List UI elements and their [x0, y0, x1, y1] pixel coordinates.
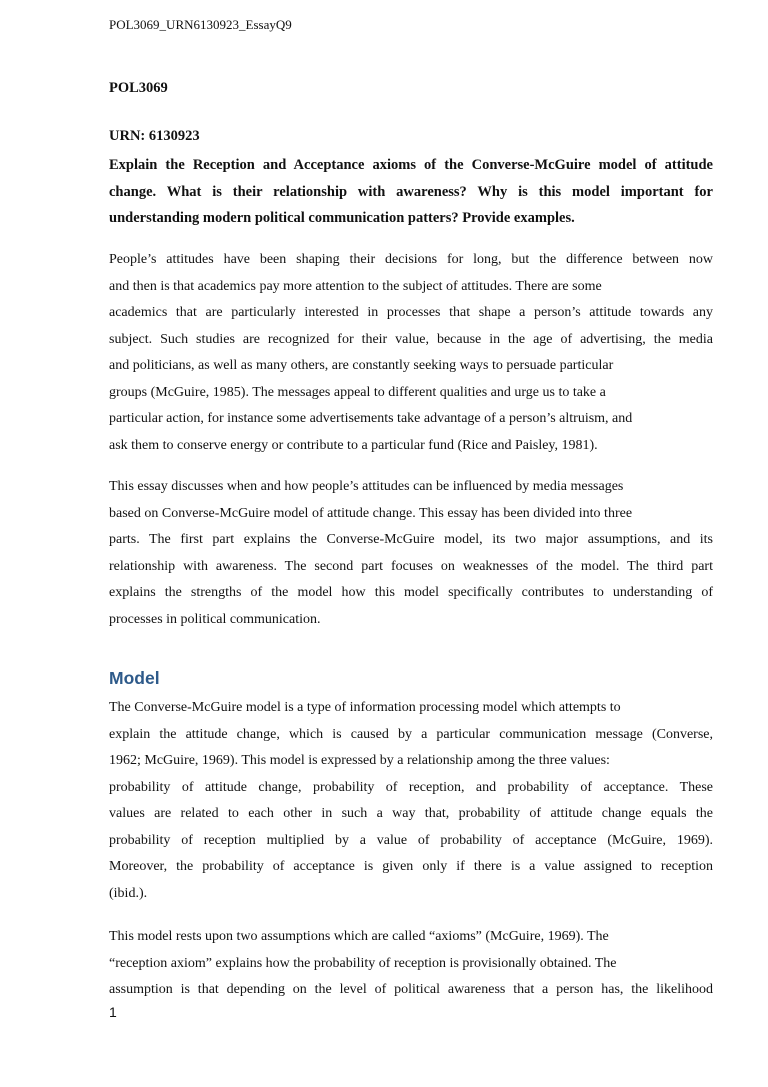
text-line: probability of attitude change, probability of reception, and probability of acceptance. These	[109, 779, 713, 795]
text-line: This essay discusses when and how people’s attitudes can be influenced by media messages	[109, 479, 624, 494]
text-line: relationship with awareness. The second part focuses on weaknesses of the model. The third part	[109, 558, 713, 574]
text-line: “reception axiom” explains how the probability of reception is provisionally obtained. The	[109, 955, 617, 971]
text-line: based on Converse-McGuire model of attitude change. This essay has been divided into three	[109, 505, 633, 521]
text-line: academics that are particularly interested in processes that shape a person’s attitude towards any	[109, 305, 713, 320]
text-line: and politicians, as well as many others, are constantly seeking ways to persuade particular	[109, 358, 614, 373]
text-line: 1962; McGuire, 1969). This model is expressed by a relationship among the three values:	[109, 753, 610, 768]
page-number: 1	[109, 1004, 117, 1020]
paragraph-axioms	[109, 924, 713, 1004]
text-line: groups (McGuire, 1985). The messages appeal to different qualities and urge us to take a	[109, 384, 606, 400]
text-line: parts. The first part explains the Converse-McGuire model, its two major assumptions, and its	[109, 532, 713, 547]
text-line: probability of reception multiplied by a value of probability of acceptance (McGuire, 1969).	[109, 832, 713, 848]
question-line: change. What is their relationship with awareness? Why is this model important for	[109, 183, 713, 200]
text-line: (ibid.).	[109, 885, 148, 901]
course-code: POL3069	[109, 80, 168, 96]
text-line: processes in political communication.	[109, 611, 321, 627]
paragraph-introduction	[109, 247, 713, 459]
text-line: subject. Such studies are recognized for their value, because in the age of advertising, the media	[109, 331, 713, 347]
question-line: understanding modern political communication patters? Provide examples.	[109, 210, 575, 226]
text-line: assumption is that depending on the level of political awareness that a person has, the likelihood	[109, 982, 713, 997]
text-line: Moreover, the probability of acceptance is given only if there is a value assigned to reception	[109, 859, 713, 874]
essay-question	[109, 152, 713, 232]
text-line: ask them to conserve energy or contribute to a particular fund (Rice and Paisley, 1981).	[109, 437, 598, 453]
text-line: particular action, for instance some advertisements take advantage of a person’s altruism, and	[109, 411, 633, 426]
section-heading: Model	[109, 668, 160, 688]
paragraph-essay-outline	[109, 474, 713, 633]
question-line: Explain the Reception and Acceptance axioms of the Converse-McGuire model of attitude	[109, 157, 713, 173]
paragraph-model-description	[109, 695, 713, 907]
text-line: People’s attitudes have been shaping their decisions for long, but the difference between now	[109, 252, 713, 267]
text-line: The Converse-McGuire model is a type of information processing model which attempts to	[109, 700, 621, 715]
running-header: POL3069_URN6130923_EssayQ9	[109, 17, 292, 32]
text-line: values are related to each other in such a way that, probability of attitude change equals the	[109, 806, 713, 821]
text-line: explain the attitude change, which is caused by a particular communication message (Converse,	[109, 726, 713, 742]
student-urn: URN: 6130923	[109, 128, 200, 144]
text-line: and then is that academics pay more attention to the subject of attitudes. There are some	[109, 278, 602, 294]
text-line: This model rests upon two assumptions which are called “axioms” (McGuire, 1969). The	[109, 929, 609, 944]
text-line: explains the strengths of the model how this model specifically contributes to understanding of	[109, 585, 713, 600]
